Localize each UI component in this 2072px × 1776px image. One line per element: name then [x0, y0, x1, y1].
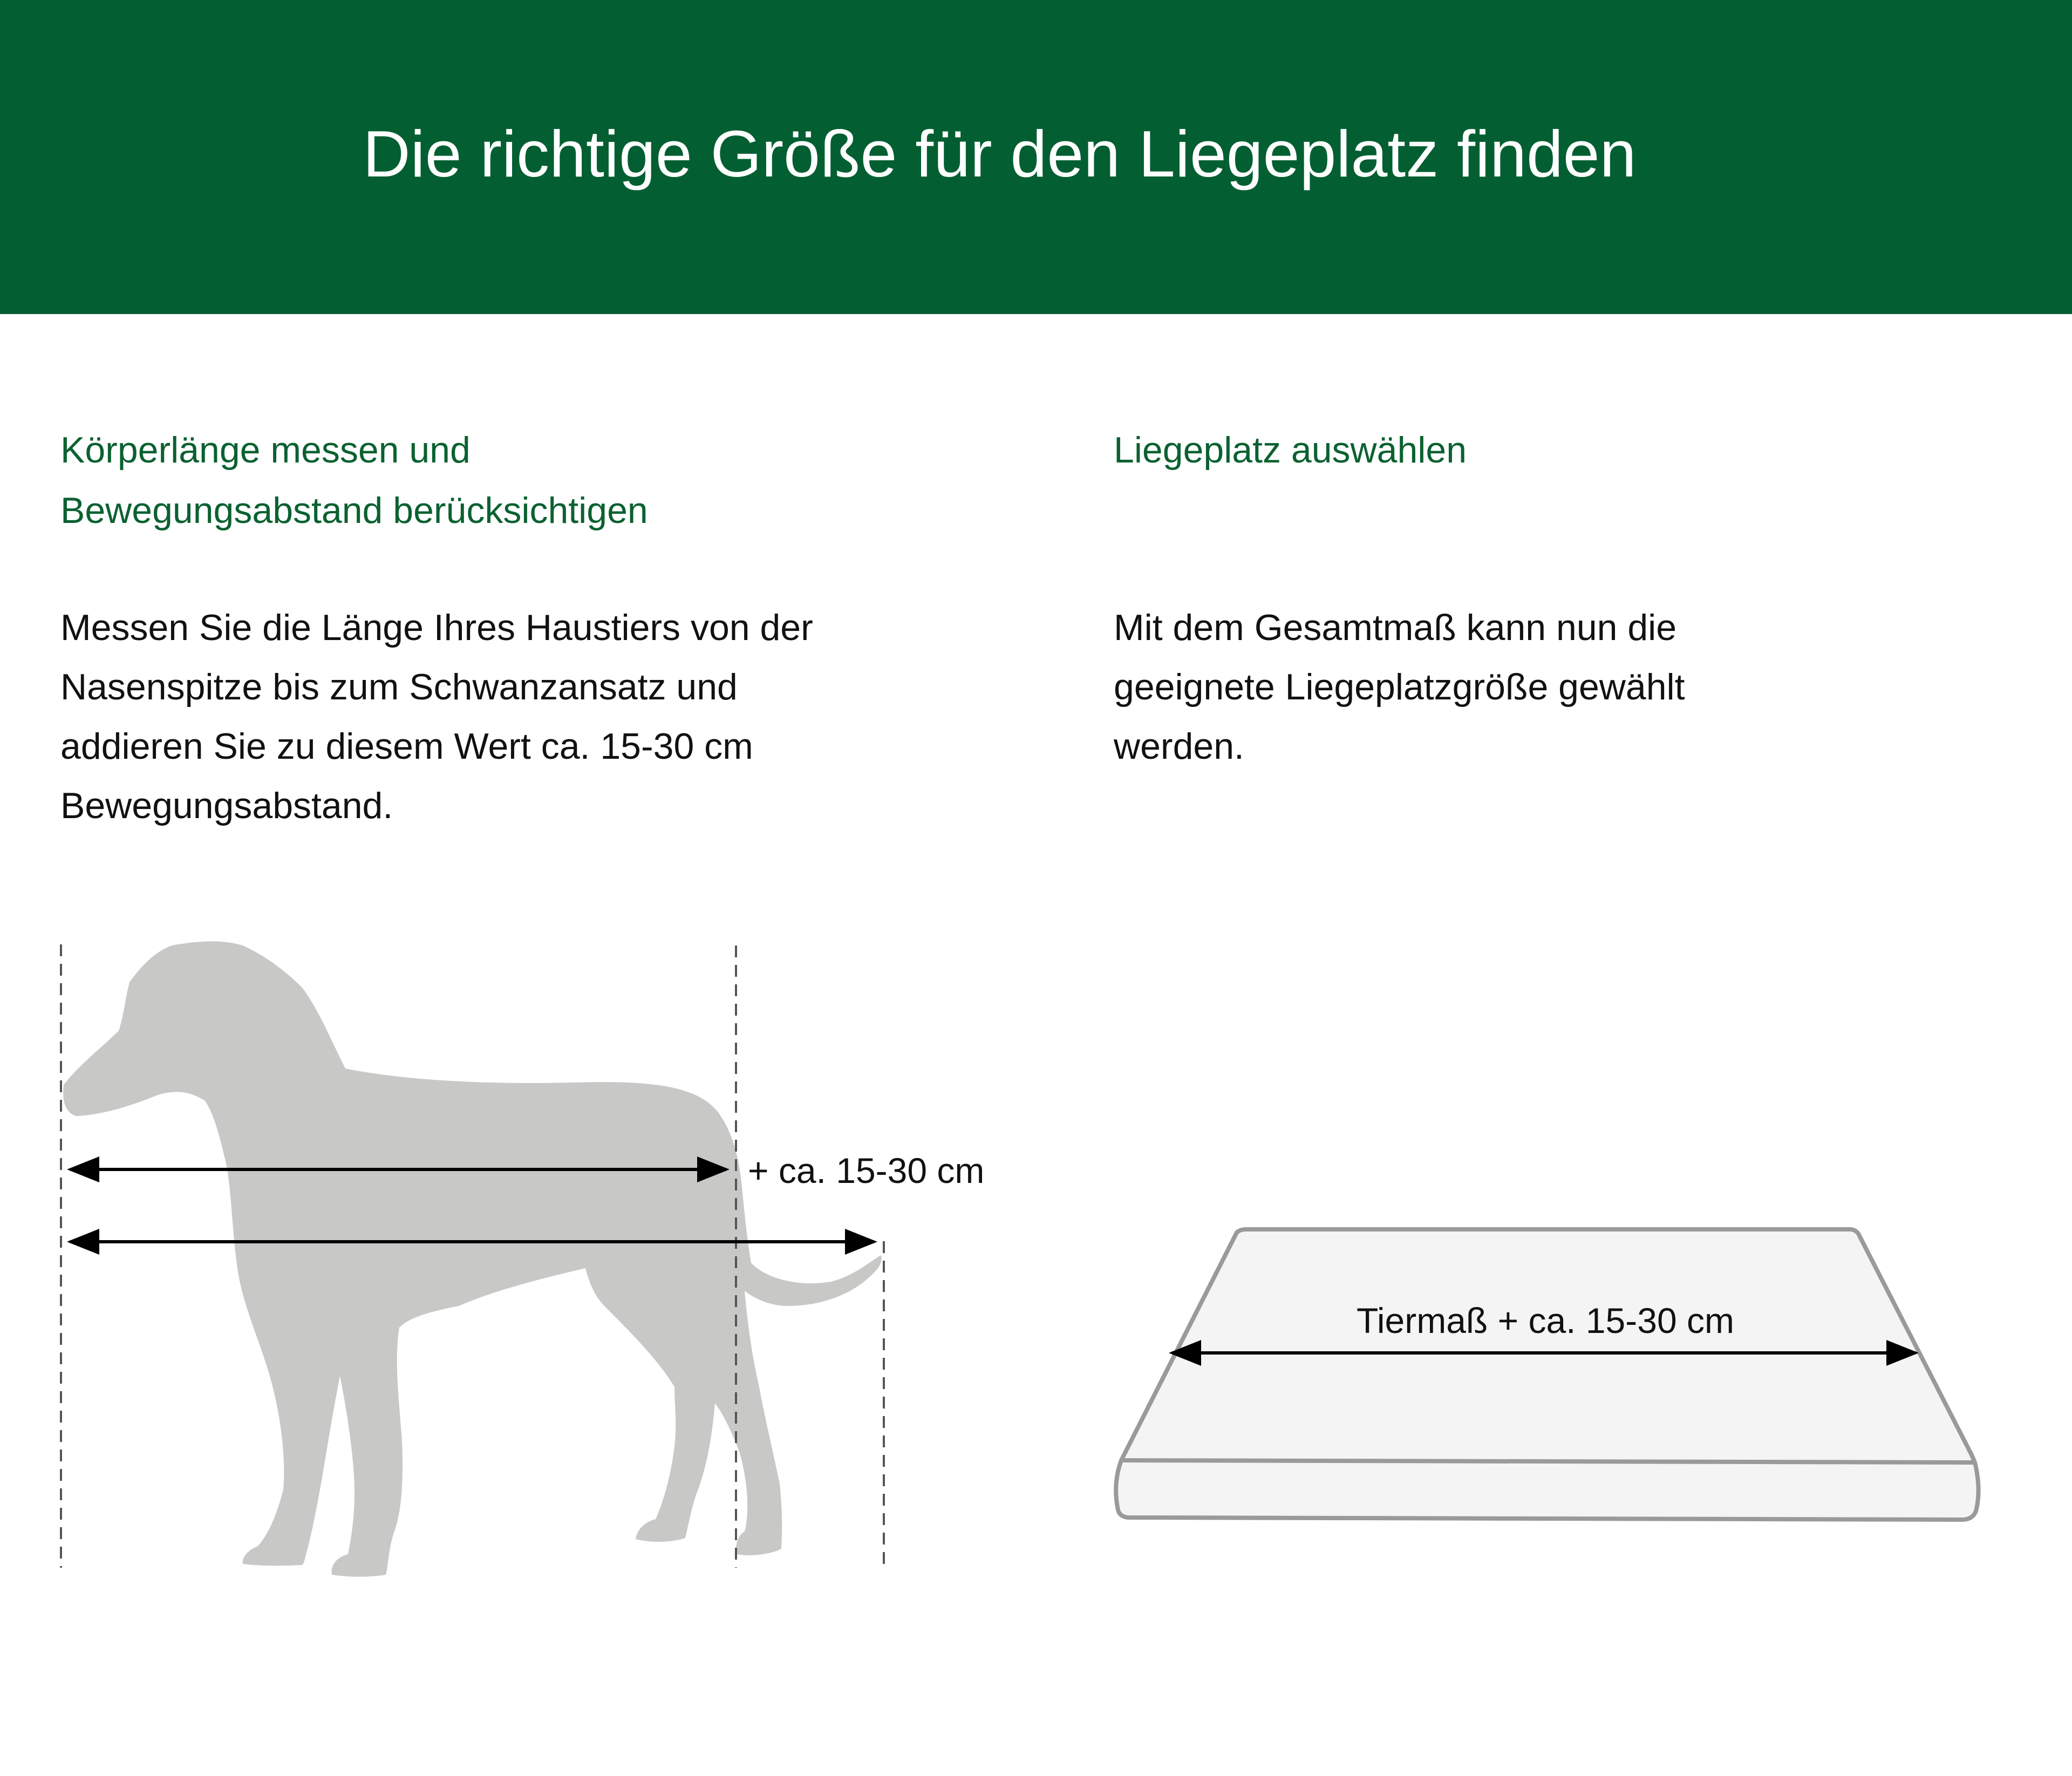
text-line: addieren Sie zu diesem Wert ca. 15-30 cm: [60, 726, 753, 767]
page-title: Die richtige Größe für den Liegeplatz finden: [363, 117, 1637, 190]
dog-bed-icon: [1116, 1229, 1978, 1520]
heading-line: Liegeplatz auswählen: [1114, 430, 1467, 471]
heading-line: Bewegungsabstand berücksichtigen: [60, 490, 648, 531]
heading-line: Körperlänge messen und: [60, 430, 471, 471]
text-line: Messen Sie die Länge Ihres Haustiers von der: [60, 607, 813, 648]
text-line: Bewegungsabstand.: [60, 785, 393, 826]
text-line: werden.: [1114, 726, 1244, 767]
bed-edge-line: [1121, 1460, 1975, 1462]
dog-silhouette-icon: [63, 941, 882, 1576]
bed-size-label: Tiermaß + ca. 15-30 cm: [1357, 1301, 1734, 1340]
extra-space-label: + ca. 15-30 cm: [748, 1151, 985, 1190]
text-line: Mit dem Gesamtmaß kann nun die: [1114, 607, 1677, 648]
text-line: Nasenspitze bis zum Schwanzansatz und: [60, 666, 738, 707]
bed-outline: [1116, 1229, 1978, 1520]
text-line: geeignete Liegeplatzgröße gewählt: [1114, 666, 1685, 707]
